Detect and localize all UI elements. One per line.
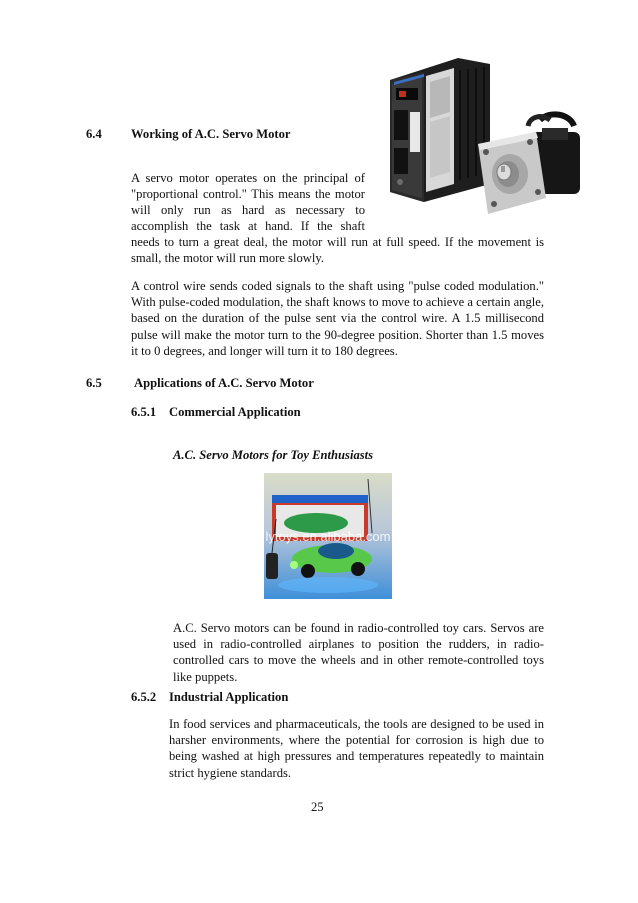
section-6-5-2-number: 6.5.2 <box>131 690 157 704</box>
section-6-4-number: 6.4 <box>86 127 102 141</box>
para1-line-2: "proportional control." This means the motor <box>131 187 365 201</box>
section-6-5-1-title: Commercial Application <box>169 405 301 419</box>
section-6-5-number: 6.5 <box>86 376 102 390</box>
para2: A control wire sends coded signals to the shaft using "pulse coded modulation." With pulse-coded modulation, the shaft knows to move to achieve a certain angle, based on the duration of the pulse sent via the control wire. A 1.5 millisecond pulse will make the motor turn to the 90-degree position. Shorter than 1.5 moves it to 0 degrees, and longer will turn it to 180 degrees. <box>131 279 544 358</box>
para1-continuation: needs to turn a great deal, the motor will run at full speed. If the movement is small, the motor will run more slowly. <box>131 235 544 266</box>
section-6-4-title: Working of A.C. Servo Motor <box>131 127 291 141</box>
servo-motor-image <box>470 110 585 220</box>
para1-line-1: A servo motor operates on the principal of <box>131 171 365 185</box>
para1-line-3: will only run as hard as necessary to <box>131 203 365 217</box>
page-number: 25 <box>311 800 324 814</box>
section-6-5-2-title: Industrial Application <box>169 690 289 704</box>
section-6-5-title: Applications of A.C. Servo Motor <box>134 376 314 390</box>
section-6-5-1-number: 6.5.1 <box>131 405 157 419</box>
watermark-text: lytoys.en.alibaba.com <box>265 529 391 544</box>
para1-line-4: accomplish the task at hand. If the shaft <box>131 219 365 233</box>
toy-caption: A.C. Servo Motors for Toy Enthusiasts <box>173 448 374 462</box>
toy-paragraph: A.C. Servo motors can be found in radio-controlled toy cars. Servos are used in radio-controlled airplanes to position the rudders, in radio-controlled cars to move the wheels and in other remote-controlled toys like puppets. <box>173 621 544 684</box>
toy-car-photo <box>264 473 392 599</box>
industrial-paragraph: In food services and pharmaceuticals, the tools are designed to be used in harsher environments, where the potential for corrosion is high due to being washed at high pressures and temperatures repeatedly to maintain strict hygiene standards. <box>169 717 544 780</box>
